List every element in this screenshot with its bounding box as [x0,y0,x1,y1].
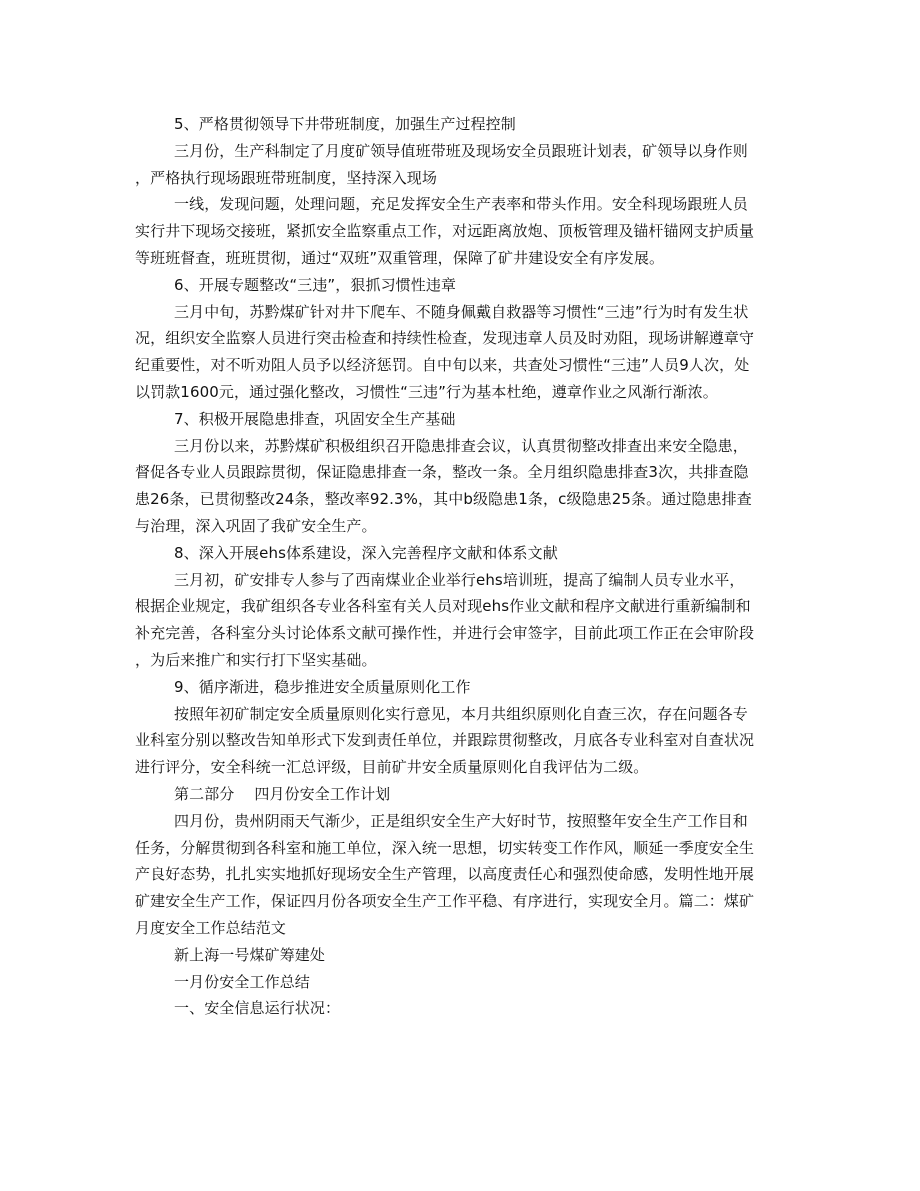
paragraph-line: 四月份，贵州阴雨天气渐少，正是组织安全生产大好时节，按照整年安全生产工作目和 [174,811,748,830]
paragraph-line: 三月份，生产科制定了月度矿领导值班带班及现场安全员跟班计划表，矿领导以身作则 [174,141,748,160]
paragraph-line: 产良好态势，扎扎实实地抓好现场安全生产管理，以高度责任心和强烈使命感，发明性地开展 [135,865,755,884]
heading-line: 新上海一号煤矿筹建处 [174,945,326,964]
paragraph-line: 三月中旬，苏黔煤矿针对井下爬车、不随身佩戴自救器等习惯性“三违”行为时有发生状 [174,302,749,321]
paragraph-line: 矿建安全生产工作，保证四月份各项安全生产工作平稳、有序进行，实现安全月。篇二：煤矿 [135,892,755,911]
heading-line: 5、严格贯彻领导下井带班制度，加强生产过程控制 [174,115,516,133]
paragraph-line: 进行评分，安全科统一汇总评级，目前矿井安全质量原则化自我评估为二级。 [135,758,649,777]
section-heading [135,674,785,701]
paragraph [135,433,785,540]
section-heading [135,995,785,1022]
document-body [135,111,785,1022]
paragraph-line: 等班班督查，班班贯彻，通过“双班”双重管理，保障了矿井建设安全有序发展。 [135,248,665,267]
section-heading [135,272,785,299]
paragraph-line: 督促各专业人员跟踪贯彻，保证隐患排查一条，整改一条。全月组织隐患排查3次，共排查隐 [135,463,749,482]
paragraph [135,701,785,781]
paragraph-line: 纪重要性，对不听劝阻人员予以经济惩罚。自中旬以来，共查处习惯性“三违”人员9人次，处 [135,356,750,375]
paragraph-line: 一线，发现问题，处理问题，充足发挥安全生产表率和带头作用。安全科现场跟班人员 [174,195,748,214]
paragraph-line: 三月份以来，苏黔煤矿积极组织召开隐患排查会议，认真贯彻整改排查出来安全隐患， [174,436,748,455]
heading-line: 一、安全信息运行状况： [174,999,341,1018]
section-heading [135,406,785,433]
paragraph [135,191,785,271]
heading-line: 8、深入开展ehs体系建设，深入完善程序文献和体系文献 [174,543,558,562]
section-heading [135,540,785,567]
paragraph-line: 患26条，已贯彻整改24条，整改率92.3%，其中b级隐患1条，c级隐患25条。通过隐患排查 [135,490,752,509]
section-heading [135,781,785,808]
paragraph [135,808,785,942]
heading-line: 7、积极开展隐患排查，巩固安全生产基础 [174,409,456,428]
paragraph-line: 月度安全工作总结范文 [135,918,287,937]
paragraph-line: 三月初，矿安排专人参与了西南煤业企业举行ehs培训班，提高了编制人员专业水平， [174,570,745,589]
paragraph-line: 任务，分解贯彻到各科室和施工单位，深入统一思想，切实转变工作作风，顺延一季度安全生 [135,838,755,857]
paragraph-line: 实行井下现场交接班，紧抓安全监察重点工作，对远距离放炮、顶板管理及锚杆锚网支护质量 [135,222,755,241]
section-heading [135,942,785,969]
section-heading [135,111,785,138]
paragraph-line: 业科室分别以整改告知单形式下发到责任单位，并跟踪贯彻整改，月底各专业科室对自查状况 [135,731,755,750]
paragraph [135,567,785,674]
paragraph-line: 补充完善，各科室分头讨论体系文献可操作性，并进行会审签字，目前此项工作正在会审阶段 [135,624,755,643]
section-heading [135,969,785,996]
paragraph [135,138,785,192]
paragraph-line: ，严格执行现场跟班带班制度，坚持深入现场 [135,168,438,187]
heading-line: 第二部分 四月份安全工作计划 [174,784,391,803]
paragraph-line: 按照年初矿制定安全质量原则化实行意见，本月共组织原则化自查三次，存在问题各专 [174,704,748,723]
paragraph-line: ，为后来推广和实行打下坚实基础。 [135,650,377,669]
paragraph-line: 况，组织安全监察人员进行突击检查和持续性检查，发现违章人员及时劝阻，现场讲解遵章守 [135,329,755,348]
paragraph [135,299,785,406]
heading-line: 6、开展专题整改“三违”，狠抓习惯性违章 [174,275,457,294]
paragraph-line: 根据企业规定，我矿组织各专业各科室有关人员对现ehs作业文献和程序文献进行重新编制和 [135,597,751,616]
heading-line: 一月份安全工作总结 [174,972,310,991]
paragraph-line: 与治理，深入巩固了我矿安全生产。 [135,516,377,535]
heading-line: 9、循序渐进，稳步推进安全质量原则化工作 [174,677,471,696]
paragraph-line: 以罚款1600元，通过强化整改，习惯性“三违”行为基本杜绝，遵章作业之风渐行渐浓。 [135,382,718,401]
